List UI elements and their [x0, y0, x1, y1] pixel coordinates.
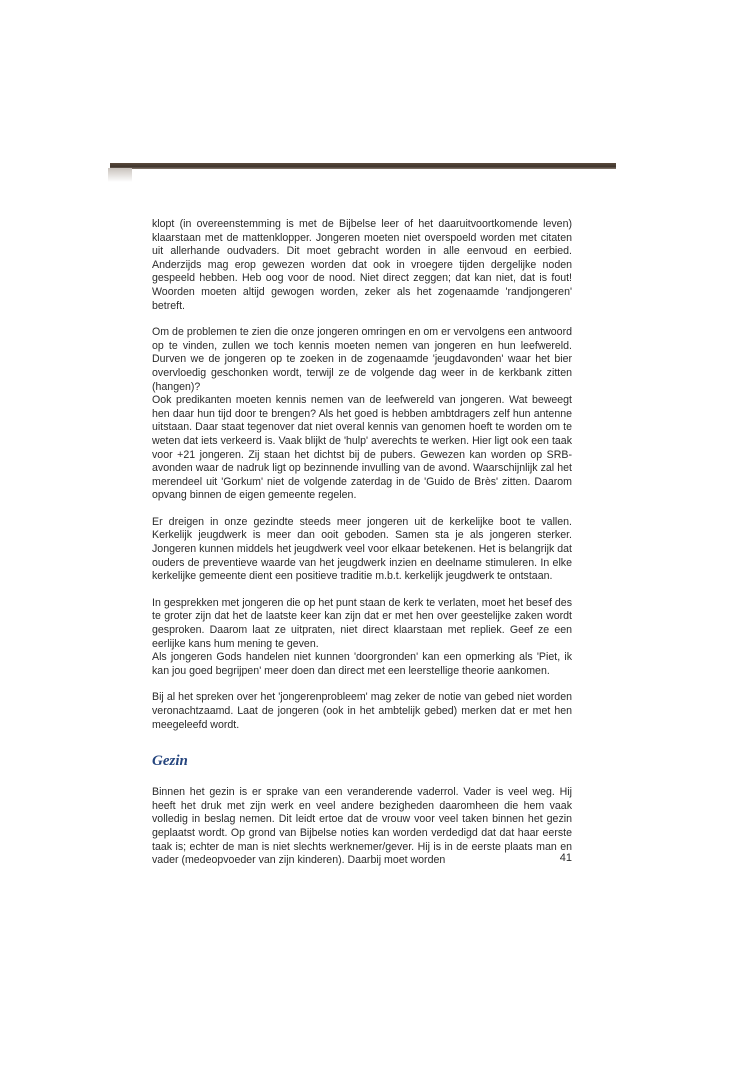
page-number: 41	[559, 852, 572, 864]
paragraph: Binnen het gezin is er sprake van een veranderende vaderrol. Vader is veel weg. Hij heeft het druk met zijn werk en veel andere bezigheden daaromheen die hem vaak volledig in beslag nemen. Dit leidt ertoe dat de vrouw voor veel taken binnen het gezin geplaatst wordt. Op grond van Bijbelse noties kan worden verdedigd dat dat haar eerste taak is; echter de man is niet slechts werknemer/gever. Hij is in de eerste plaats man en vader (medeopvoeder van zijn kinderen). Daarbij moet worden	[152, 786, 572, 867]
paragraph: Er dreigen in onze gezindte steeds meer jongeren uit de kerkelijke boot te vallen. Kerkelijk jeugdwerk is meer dan ooit geboden. Samen sta je als jongeren sterker. Jongeren kunnen middels het jeugdwerk veel voor elkaar betekenen. Het is belangrijk dat ouders de preventieve waarde van het jeugdwerk inzien en deelname stimuleren. In elke kerkelijke gemeente dient een positieve traditie m.b.t. kerkelijk jeugdwerk te ontstaan.	[152, 515, 572, 583]
body-text	[152, 218, 572, 881]
paragraph: In gesprekken met jongeren die op het punt staan de kerk te verlaten, moet het besef des te groter zijn dat het de laatste keer kan zijn dat er met hen over geestelijke zaken wordt gesproken. Daarom laat ze uitpraten, niet direct klaarstaan met repliek. Geef ze een eerlijke kans hum mening te geven.	[152, 596, 572, 650]
paragraph: klopt (in overeenstemming is met de Bijbelse leer of het daaruitvoortkomende leven) klaarstaan met de mattenklopper. Jongeren moeten niet overspoeld worden met citaten uit allerhande oudvaders. Dit moet gebracht worden in alle eenvoud en eerbied. Anderzijds mag erop gewezen worden dat ook in vroegere tijden dergelijke noden gespeeld hebben. Heb oog voor de nood. Niet direct zeggen; dat kan niet, dat is fout! Woorden moeten altijd gewogen worden, zeker als het zogenaamde 'randjongeren' betreft.	[152, 218, 572, 312]
paragraph: Bij al het spreken over het 'jongerenprobleem' mag zeker de notie van gebed niet worden veronachtzaamd. Laat de jongeren (ook in het ambtelijk gebed) merken dat er met hen meegeleefd wordt.	[152, 691, 572, 731]
rule-shadow	[108, 168, 132, 182]
paragraph: Om de problemen te zien die onze jongeren omringen en om er vervolgens een antwoord op te vinden, zullen we toch kennis moeten nemen van jongeren en hun leefwereld. Durven we de jongeren op te zoeken in de zogenaamde 'jeugdavonden' waar het bier overvloedig geschonken wordt, terwijl ze de volgende dag weer in de kerkbank zitten (hangen)?	[152, 326, 572, 393]
top-rule	[110, 163, 616, 169]
section-heading: Gezin	[152, 753, 188, 770]
paragraph: Als jongeren Gods handelen niet kunnen 'doorgronden' kan een opmerking als 'Piet, ik kan jou goed begrijpen' meer doen dan direct met een leerstellige theorie aankomen.	[152, 651, 572, 677]
paragraph: Ook predikanten moeten kennis nemen van de leefwereld van jongeren. Wat beweegt hen daar hun tijd door te brengen? Als het goed is hebben ambtdragers zelf hun antenne uitstaan. Daar staat tegenover dat niet overal kennis van genomen hoeft te worden om te weten dat iets verkeerd is. Vaak blijkt de 'hulp' averechts te werken. Hier ligt ook een taak voor +21 jongeren. Zij staan het dichtst bij de pubers. Gewezen kan worden op SRB-avonden waar de nadruk ligt op bezinnende invulling van de avond. Waarschijnlijk zal het merendeel uit 'Gorkum' niet de volgende zaterdag in de 'Guido de Brès' zitten. Daarom opvang binnen de eigen gemeente regelen.	[152, 394, 572, 502]
